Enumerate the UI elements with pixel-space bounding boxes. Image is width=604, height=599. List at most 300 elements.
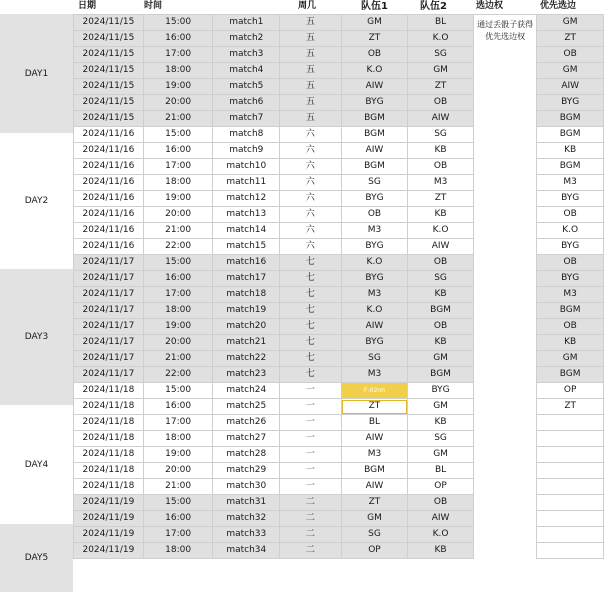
match-cell: match23	[213, 367, 280, 383]
time-cell: 15:00	[143, 495, 213, 511]
team1-cell: ZT	[341, 495, 408, 511]
team2-cell: OB	[408, 319, 474, 335]
table-row	[74, 15, 604, 31]
side-pick-cell	[473, 431, 536, 447]
match-cell: match25	[213, 399, 280, 415]
time-cell: 21:00	[143, 111, 213, 127]
table-row	[74, 543, 604, 559]
side-pick-cell	[473, 175, 536, 191]
header-priority: 优先选边	[540, 1, 577, 11]
match-cell: match20	[213, 319, 280, 335]
date-cell: 2024/11/15	[74, 95, 144, 111]
date-cell: 2024/11/18	[74, 431, 144, 447]
weekday-cell: 七	[280, 351, 342, 367]
match-cell: match13	[213, 207, 280, 223]
date-cell: 2024/11/16	[74, 191, 144, 207]
weekday-cell: 一	[280, 415, 342, 431]
time-cell: 15:00	[143, 15, 213, 31]
weekday-cell: 六	[280, 127, 342, 143]
team2-cell: KB	[408, 207, 474, 223]
side-pick-cell	[473, 479, 536, 495]
team1-cell: OB	[341, 47, 408, 63]
date-cell: 2024/11/15	[74, 111, 144, 127]
team2-cell: KB	[408, 287, 474, 303]
priority-cell: GM	[537, 351, 604, 367]
team2-cell: KB	[408, 415, 474, 431]
team1-cell: BYG	[341, 191, 408, 207]
match-cell: match26	[213, 415, 280, 431]
date-cell: 2024/11/17	[74, 367, 144, 383]
time-cell: 17:00	[143, 159, 213, 175]
side-pick-cell	[473, 207, 536, 223]
table-row	[74, 399, 604, 415]
priority-cell: KB	[537, 335, 604, 351]
date-cell: 2024/11/17	[74, 335, 144, 351]
team2-cell: OB	[408, 255, 474, 271]
match-cell: match4	[213, 63, 280, 79]
weekday-cell: 二	[280, 527, 342, 543]
weekday-cell: 五	[280, 111, 342, 127]
weekday-cell: 五	[280, 47, 342, 63]
team1-cell: GM	[341, 15, 408, 31]
date-cell: 2024/11/15	[74, 63, 144, 79]
date-cell: 2024/11/16	[74, 159, 144, 175]
time-cell: 17:00	[143, 415, 213, 431]
time-cell: 17:00	[143, 527, 213, 543]
team2-cell: KB	[408, 543, 474, 559]
priority-cell: BGM	[537, 367, 604, 383]
match-cell: match9	[213, 143, 280, 159]
priority-cell: BYG	[537, 191, 604, 207]
time-cell: 17:00	[143, 287, 213, 303]
table-row	[74, 207, 604, 223]
table-row	[74, 223, 604, 239]
match-cell: match32	[213, 511, 280, 527]
time-cell: 19:00	[143, 447, 213, 463]
priority-cell	[537, 415, 604, 431]
date-cell: 2024/11/18	[74, 415, 144, 431]
match-cell: match30	[213, 479, 280, 495]
weekday-cell: 二	[280, 495, 342, 511]
match-cell: match14	[213, 223, 280, 239]
team1-cell: AIW	[341, 431, 408, 447]
match-cell: match2	[213, 31, 280, 47]
side-pick-cell	[473, 415, 536, 431]
team2-cell: GM	[408, 447, 474, 463]
priority-cell	[537, 447, 604, 463]
team1-cell: BGM	[341, 127, 408, 143]
table-row	[74, 367, 604, 383]
table-row	[74, 319, 604, 335]
team1-cell: K.O	[341, 63, 408, 79]
team2-cell: KB	[408, 335, 474, 351]
priority-cell: AIW	[537, 79, 604, 95]
date-cell: 2024/11/19	[74, 543, 144, 559]
team2-cell: SG	[408, 47, 474, 63]
side-pick-cell	[473, 191, 536, 207]
time-cell: 18:00	[143, 431, 213, 447]
weekday-cell: 五	[280, 79, 342, 95]
match-table	[73, 14, 604, 559]
weekday-cell: 一	[280, 447, 342, 463]
table-row	[74, 175, 604, 191]
team1-cell: AIW	[341, 479, 408, 495]
priority-cell: OB	[537, 255, 604, 271]
date-cell: 2024/11/17	[74, 287, 144, 303]
team1-cell: AIW	[341, 79, 408, 95]
side-pick-cell	[473, 335, 536, 351]
team1-cell: BYG	[341, 239, 408, 255]
team1-cell: GM	[341, 511, 408, 527]
side-pick-cell	[473, 527, 536, 543]
match-cell: match21	[213, 335, 280, 351]
date-cell: 2024/11/19	[74, 511, 144, 527]
header-team1: 队伍1	[361, 1, 388, 12]
date-cell: 2024/11/16	[74, 127, 144, 143]
priority-cell: BYG	[537, 95, 604, 111]
side-pick-cell	[473, 495, 536, 511]
header-team2: 队伍2	[420, 1, 447, 12]
table-row	[74, 495, 604, 511]
table-row	[74, 351, 604, 367]
day-label: DAY3	[0, 269, 73, 405]
table-row	[74, 143, 604, 159]
header-date: 日期	[78, 1, 97, 11]
time-cell: 21:00	[143, 223, 213, 239]
match-cell: match11	[213, 175, 280, 191]
time-cell: 22:00	[143, 239, 213, 255]
side-pick-cell	[473, 255, 536, 271]
side-pick-cell	[473, 271, 536, 287]
match-cell: match6	[213, 95, 280, 111]
match-cell: match12	[213, 191, 280, 207]
date-cell: 2024/11/16	[74, 207, 144, 223]
date-cell: 2024/11/15	[74, 15, 144, 31]
time-cell: 18:00	[143, 543, 213, 559]
weekday-cell: 七	[280, 319, 342, 335]
priority-cell	[537, 543, 604, 559]
date-cell: 2024/11/15	[74, 31, 144, 47]
date-cell: 2024/11/19	[74, 495, 144, 511]
time-cell: 19:00	[143, 79, 213, 95]
weekday-cell: 五	[280, 63, 342, 79]
table-row	[74, 479, 604, 495]
priority-cell	[537, 479, 604, 495]
date-cell: 2024/11/17	[74, 271, 144, 287]
priority-cell: BYG	[537, 239, 604, 255]
date-cell: 2024/11/16	[74, 143, 144, 159]
weekday-cell: 二	[280, 543, 342, 559]
weekday-cell: 七	[280, 335, 342, 351]
weekday-cell: 七	[280, 287, 342, 303]
time-cell: 21:00	[143, 351, 213, 367]
team2-cell: BYG	[408, 383, 474, 399]
priority-cell: BGM	[537, 127, 604, 143]
team2-cell: AIW	[408, 511, 474, 527]
weekday-cell: 一	[280, 463, 342, 479]
match-cell: match8	[213, 127, 280, 143]
priority-cell: GM	[537, 63, 604, 79]
time-cell: 18:00	[143, 303, 213, 319]
side-pick-cell	[473, 159, 536, 175]
side-pick-cell	[473, 543, 536, 559]
team1-cell: K.O	[341, 255, 408, 271]
day-label: DAY4	[0, 405, 73, 524]
table-row	[74, 159, 604, 175]
team1-cell: M3	[341, 223, 408, 239]
team1-cell: M3	[341, 447, 408, 463]
side-pick-cell	[473, 223, 536, 239]
side-pick-cell	[473, 463, 536, 479]
team2-cell: AIW	[408, 239, 474, 255]
table-row	[74, 255, 604, 271]
date-cell: 2024/11/17	[74, 303, 144, 319]
weekday-cell: 七	[280, 367, 342, 383]
date-cell: 2024/11/18	[74, 447, 144, 463]
table-row	[74, 383, 604, 399]
time-cell: 16:00	[143, 271, 213, 287]
weekday-cell: 一	[280, 399, 342, 415]
day-label: DAY5	[0, 524, 73, 592]
team2-cell: OP	[408, 479, 474, 495]
match-cell: match3	[213, 47, 280, 63]
match-cell: match27	[213, 431, 280, 447]
match-cell: match7	[213, 111, 280, 127]
team1-cell: OB	[341, 207, 408, 223]
team2-cell: SG	[408, 431, 474, 447]
team2-cell: GM	[408, 63, 474, 79]
priority-cell	[537, 463, 604, 479]
match-cell: match18	[213, 287, 280, 303]
weekday-cell: 六	[280, 207, 342, 223]
priority-cell	[537, 527, 604, 543]
team1-cell: BGM	[341, 463, 408, 479]
time-cell: 15:00	[143, 255, 213, 271]
team2-cell: M3	[408, 175, 474, 191]
team2-cell: K.O	[408, 527, 474, 543]
team2-cell: OB	[408, 495, 474, 511]
weekday-cell: 五	[280, 15, 342, 31]
priority-cell: KB	[537, 143, 604, 159]
side-pick-cell	[473, 239, 536, 255]
match-cell: match34	[213, 543, 280, 559]
table-row	[74, 527, 604, 543]
team1-cell: BL	[341, 415, 408, 431]
date-cell: 2024/11/15	[74, 79, 144, 95]
time-cell: 22:00	[143, 367, 213, 383]
table-row	[74, 191, 604, 207]
match-cell: match15	[213, 239, 280, 255]
weekday-cell: 六	[280, 159, 342, 175]
weekday-cell: 六	[280, 175, 342, 191]
time-cell: 20:00	[143, 95, 213, 111]
time-cell: 15:00	[143, 127, 213, 143]
team2-cell: SG	[408, 271, 474, 287]
side-pick-cell	[473, 383, 536, 399]
header-time: 时间	[144, 1, 163, 11]
side-pick-cell	[473, 367, 536, 383]
side-pick-cell	[473, 319, 536, 335]
table-row	[74, 127, 604, 143]
team1-cell: SG	[341, 175, 408, 191]
team2-cell: BL	[408, 463, 474, 479]
team1-cell: AIW	[341, 319, 408, 335]
team2-cell: GM	[408, 399, 474, 415]
side-pick-cell	[473, 399, 536, 415]
team2-cell: K.O	[408, 223, 474, 239]
match-cell: match19	[213, 303, 280, 319]
date-cell: 2024/11/17	[74, 255, 144, 271]
match-cell: match24	[213, 383, 280, 399]
table-row	[74, 271, 604, 287]
match-cell: match29	[213, 463, 280, 479]
weekday-cell: 一	[280, 431, 342, 447]
header-side-pick: 选边权	[476, 1, 504, 11]
priority-cell: ZT	[537, 399, 604, 415]
priority-cell: GM	[537, 15, 604, 31]
team1-cell: OP	[341, 543, 408, 559]
table-row	[74, 463, 604, 479]
weekday-cell: 六	[280, 239, 342, 255]
weekday-cell: 七	[280, 271, 342, 287]
weekday-cell: 七	[280, 303, 342, 319]
weekday-cell: 七	[280, 255, 342, 271]
team1-cell: M3	[341, 287, 408, 303]
time-cell: 20:00	[143, 207, 213, 223]
team1-cell: BYG	[341, 271, 408, 287]
priority-cell: OP	[537, 383, 604, 399]
date-cell: 2024/11/17	[74, 319, 144, 335]
team1-cell: BGM	[341, 159, 408, 175]
side-pick-cell	[473, 287, 536, 303]
team1-cell: SG	[341, 351, 408, 367]
team2-cell: OB	[408, 95, 474, 111]
priority-cell: OB	[537, 47, 604, 63]
match-cell: match17	[213, 271, 280, 287]
weekday-cell: 二	[280, 511, 342, 527]
table-row	[74, 415, 604, 431]
priority-cell: ZT	[537, 31, 604, 47]
priority-cell: M3	[537, 175, 604, 191]
time-cell: 18:00	[143, 175, 213, 191]
time-cell: 20:00	[143, 335, 213, 351]
date-cell: 2024/11/18	[74, 383, 144, 399]
date-cell: 2024/11/17	[74, 351, 144, 367]
match-cell: match1	[213, 15, 280, 31]
time-cell: 16:00	[143, 399, 213, 415]
time-cell: 16:00	[143, 31, 213, 47]
date-cell: 2024/11/18	[74, 463, 144, 479]
table-row	[74, 511, 604, 527]
weekday-cell: 六	[280, 191, 342, 207]
time-cell: 21:00	[143, 479, 213, 495]
team2-cell: AIW	[408, 111, 474, 127]
match-cell: match31	[213, 495, 280, 511]
team1-cell: AIW	[341, 143, 408, 159]
match-cell: match33	[213, 527, 280, 543]
team1-cell: K.O	[341, 303, 408, 319]
weekday-cell: 六	[280, 143, 342, 159]
side-pick-cell	[473, 127, 536, 143]
date-cell: 2024/11/18	[74, 399, 144, 415]
match-cell: match5	[213, 79, 280, 95]
priority-cell	[537, 431, 604, 447]
weekday-cell: 一	[280, 383, 342, 399]
team1-cell: M3	[341, 367, 408, 383]
priority-cell: BGM	[537, 303, 604, 319]
team2-cell: GM	[408, 351, 474, 367]
side-pick-note: 通过丢骰子获得优先选边权	[473, 15, 536, 127]
priority-cell: K.O	[537, 223, 604, 239]
time-cell: 16:00	[143, 511, 213, 527]
table-row	[74, 447, 604, 463]
weekday-cell: 五	[280, 95, 342, 111]
priority-cell: OB	[537, 207, 604, 223]
team1-cell: F-02nn	[341, 383, 408, 399]
team2-cell: ZT	[408, 191, 474, 207]
team2-cell: BGM	[408, 367, 474, 383]
table-row	[74, 303, 604, 319]
team1-cell: BYG	[341, 335, 408, 351]
date-cell: 2024/11/16	[74, 239, 144, 255]
time-cell: 15:00	[143, 383, 213, 399]
priority-cell: BGM	[537, 159, 604, 175]
side-pick-cell	[473, 447, 536, 463]
table-row	[74, 239, 604, 255]
day-label: DAY1	[0, 14, 73, 133]
team2-cell: BL	[408, 15, 474, 31]
time-cell: 16:00	[143, 143, 213, 159]
weekday-cell: 五	[280, 31, 342, 47]
date-cell: 2024/11/18	[74, 479, 144, 495]
side-pick-cell	[473, 303, 536, 319]
team1-cell: BGM	[341, 111, 408, 127]
match-cell: match16	[213, 255, 280, 271]
day-label: DAY2	[0, 133, 73, 269]
weekday-cell: 六	[280, 223, 342, 239]
team1-cell: ZT	[341, 399, 408, 415]
team2-cell: KB	[408, 143, 474, 159]
priority-cell: BGM	[537, 111, 604, 127]
date-cell: 2024/11/15	[74, 47, 144, 63]
time-cell: 17:00	[143, 47, 213, 63]
team1-cell: SG	[341, 527, 408, 543]
side-pick-cell	[473, 351, 536, 367]
match-cell: match22	[213, 351, 280, 367]
table-row	[74, 335, 604, 351]
priority-cell: OB	[537, 319, 604, 335]
team2-cell: K.O	[408, 31, 474, 47]
priority-cell: M3	[537, 287, 604, 303]
match-cell: match10	[213, 159, 280, 175]
time-cell: 19:00	[143, 319, 213, 335]
time-cell: 19:00	[143, 191, 213, 207]
team1-cell: ZT	[341, 31, 408, 47]
weekday-cell: 一	[280, 479, 342, 495]
team2-cell: SG	[408, 127, 474, 143]
date-cell: 2024/11/16	[74, 175, 144, 191]
team2-cell: ZT	[408, 79, 474, 95]
side-pick-cell	[473, 511, 536, 527]
header-weekday: 周几	[298, 1, 317, 11]
date-cell: 2024/11/16	[74, 223, 144, 239]
priority-cell: BYG	[537, 271, 604, 287]
priority-cell	[537, 495, 604, 511]
date-cell: 2024/11/19	[74, 527, 144, 543]
time-cell: 20:00	[143, 463, 213, 479]
table-row	[74, 287, 604, 303]
table-row	[74, 431, 604, 447]
